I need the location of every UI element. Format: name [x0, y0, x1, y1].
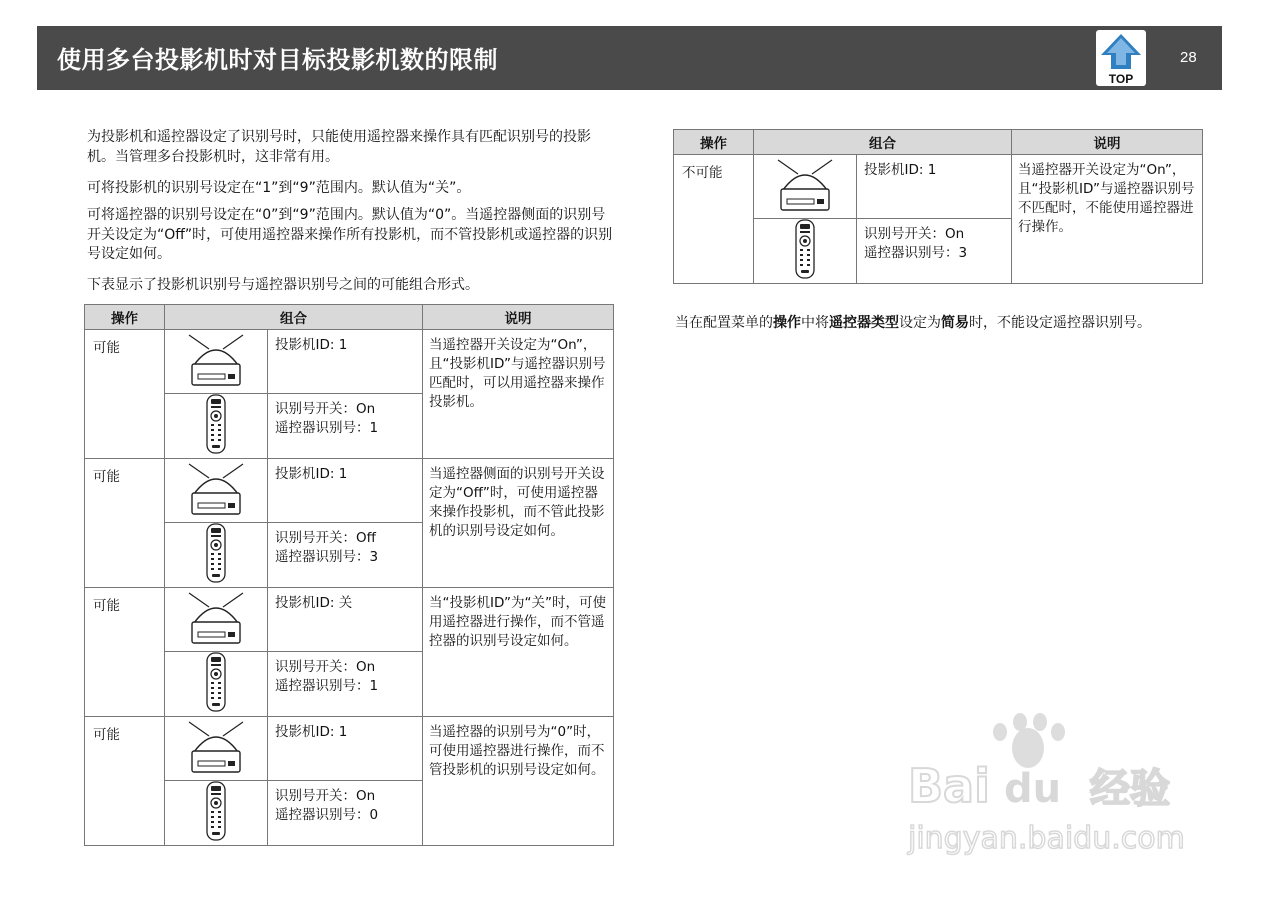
remote-control-icon: [204, 652, 228, 712]
page-number: 28: [1180, 49, 1197, 66]
table-intro: 下表显示了投影机识别号与遥控器识别号之间的可能组合形式。: [87, 277, 479, 293]
projector-id-cell: [268, 588, 423, 652]
id-switch: 识别号开关：On: [275, 401, 376, 417]
projector-id: 投影机ID: 关: [275, 595, 353, 611]
table-header-row: [85, 305, 614, 330]
remote-settings-cell: [268, 394, 423, 459]
page-title: 使用多台投影机时对目标投影机数的限制: [57, 46, 498, 74]
description-cell: 当遥控器开关设定为“On”，且“投影机ID”与遥控器识别号不匹配时，不能使用遥控器进行操作。: [1012, 155, 1203, 284]
projector-id-cell: [857, 155, 1012, 219]
remote-id-range: 可将遥控器的识别号设定在“0”到“9”范围内。默认值为“0”。当遥控器侧面的识别号开关设定为“Off”时，可使用遥控器来操作所有投影机，而不管投影机或遥控器的识别号设定如何。: [87, 207, 613, 262]
operation-cell: 不可能: [674, 155, 754, 284]
table-row: [85, 588, 614, 652]
remote-cell: [165, 394, 268, 459]
baidu-watermark: [900, 710, 1210, 860]
projector-icon: [181, 589, 251, 647]
projector-id-range: 可将投影机的识别号设定在“1”到“9”范围内。默认值为“关”。: [87, 180, 471, 196]
header-description: 说明: [423, 305, 614, 330]
header-combination: 组合: [754, 130, 1012, 155]
combination-table: [84, 304, 614, 846]
table-row: [85, 459, 614, 523]
header-combination: 组合: [165, 305, 423, 330]
table-row: [85, 330, 614, 394]
remote-id: 遥控器识别号：3: [275, 549, 379, 565]
remote-control-icon: [204, 781, 228, 841]
projector-id-cell: [268, 459, 423, 523]
projector-id-cell: [268, 330, 423, 394]
mismatch-table: [673, 129, 1203, 284]
remote-cell: [754, 219, 857, 284]
remote-control-icon: [204, 523, 228, 583]
menu-remote-type: 遥控器类型: [829, 315, 899, 331]
remote-id: 遥控器识别号：0: [275, 807, 379, 823]
remote-settings-cell: [268, 781, 423, 846]
projector-id: 投影机ID: 1: [275, 724, 348, 740]
top-icon[interactable]: [1095, 29, 1147, 87]
watermark-tag: 经验: [1090, 766, 1170, 812]
remote-cell: [165, 652, 268, 717]
projector-icon: [181, 460, 251, 518]
projector-cell: [165, 588, 268, 652]
menu-operation: 操作: [773, 315, 801, 331]
remote-settings-cell: [268, 523, 423, 588]
remote-type-note: 当在配置菜单的操作中将遥控器类型设定为简易时，不能设定遥控器识别号。: [675, 315, 1151, 331]
projector-id: 投影机ID: 1: [275, 466, 348, 482]
description-cell: 当“投影机ID”为“关”时，可使用遥控器进行操作，而不管遥控器的识别号设定如何。: [423, 588, 614, 717]
remote-id: 遥控器识别号：1: [275, 420, 379, 436]
description-cell: 当遥控器开关设定为“On”，且“投影机ID”与遥控器识别号匹配时，可以用遥控器来操作投影机。: [423, 330, 614, 459]
id-switch: 识别号开关：Off: [275, 530, 376, 546]
operation-cell: 可能: [85, 717, 165, 846]
description-cell: 当遥控器侧面的识别号开关设定为“Off”时，可使用遥控器来操作投影机，而不管此投影机的识别号设定如何。: [423, 459, 614, 588]
menu-simple: 简易: [941, 315, 969, 331]
page-header: [37, 26, 1222, 90]
operation-cell: 可能: [85, 459, 165, 588]
remote-id: 遥控器识别号：1: [275, 678, 379, 694]
header-operation: 操作: [85, 305, 165, 330]
remote-settings-cell: [268, 652, 423, 717]
remote-cell: [165, 523, 268, 588]
id-switch: 识别号开关：On: [275, 788, 376, 804]
operation-cell: 可能: [85, 588, 165, 717]
projector-cell: [754, 155, 857, 219]
projector-cell: [165, 717, 268, 781]
description-cell: 当遥控器的识别号为“0”时，可使用遥控器进行操作，而不管投影机的识别号设定如何。: [423, 717, 614, 846]
intro-paragraph: 为投影机和遥控器设定了识别号时，只能使用遥控器来操作具有匹配识别号的投影机。当管理多台投影机时，这非常有用。: [87, 129, 591, 165]
remote-control-icon: [793, 219, 817, 279]
id-switch: 识别号开关：On: [864, 226, 965, 242]
projector-id: 投影机ID: 1: [864, 162, 937, 178]
id-switch: 识别号开关：On: [275, 659, 376, 675]
projector-icon: [181, 718, 251, 776]
remote-id: 遥控器识别号：3: [864, 245, 968, 261]
remote-settings-cell: [857, 219, 1012, 284]
top-label: TOP: [1108, 72, 1134, 86]
remote-cell: [165, 781, 268, 846]
projector-cell: [165, 459, 268, 523]
header-operation: 操作: [674, 130, 754, 155]
table-row: [85, 717, 614, 781]
remote-control-icon: [204, 394, 228, 454]
operation-cell: 可能: [85, 330, 165, 459]
projector-cell: [165, 330, 268, 394]
projector-id-cell: [268, 717, 423, 781]
projector-icon: [181, 331, 251, 389]
watermark-url: jingyan.baidu.com: [908, 821, 1185, 856]
table-header-row: [674, 130, 1203, 155]
watermark-brand2: du: [1004, 766, 1062, 812]
watermark-brand: Bai: [908, 759, 990, 813]
projector-id: 投影机ID: 1: [275, 337, 348, 353]
header-description: 说明: [1012, 130, 1203, 155]
projector-icon: [770, 156, 840, 214]
table-row: [674, 155, 1203, 219]
